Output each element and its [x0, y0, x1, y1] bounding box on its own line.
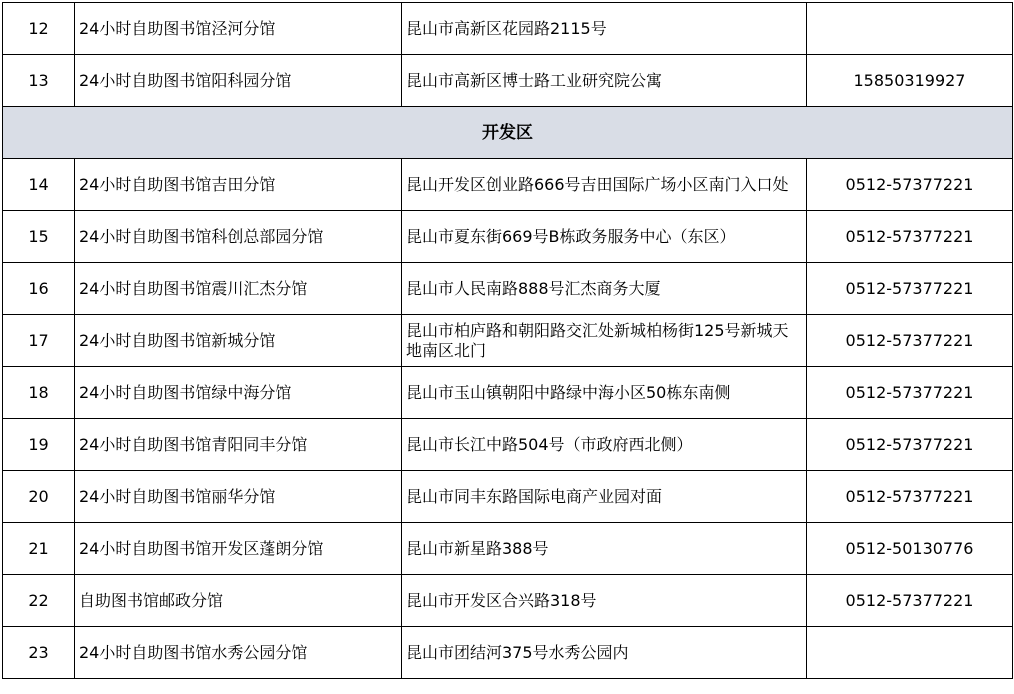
branch-name: 24小时自助图书馆泾河分馆: [75, 3, 402, 55]
table-row: [3, 471, 1013, 523]
branch-address: 昆山市夏东街669号B栋政务服务中心（东区）: [402, 211, 807, 263]
library-branch-table: [2, 2, 1013, 679]
branch-phone: [807, 627, 1013, 679]
branch-address: 昆山开发区创业路666号吉田国际广场小区南门入口处: [402, 159, 807, 211]
section-header-row: [3, 107, 1013, 159]
branch-address: 昆山市柏庐路和朝阳路交汇处新城柏杨街125号新城天地南区北门: [402, 315, 807, 367]
branch-address: 昆山市高新区博士路工业研究院公寓: [402, 55, 807, 107]
row-number: 16: [3, 263, 75, 315]
table-row: [3, 367, 1013, 419]
section-title: 开发区: [3, 107, 1013, 159]
branch-phone: 0512-50130776: [807, 523, 1013, 575]
row-number: 17: [3, 315, 75, 367]
branch-name: 24小时自助图书馆震川汇杰分馆: [75, 263, 402, 315]
branch-name: 24小时自助图书馆新城分馆: [75, 315, 402, 367]
table-body: [3, 3, 1013, 679]
row-number: 12: [3, 3, 75, 55]
branch-name: 24小时自助图书馆吉田分馆: [75, 159, 402, 211]
branch-phone: [807, 3, 1013, 55]
row-number: 20: [3, 471, 75, 523]
row-number: 15: [3, 211, 75, 263]
branch-name: 24小时自助图书馆科创总部园分馆: [75, 211, 402, 263]
row-number: 19: [3, 419, 75, 471]
branch-phone: 0512-57377221: [807, 315, 1013, 367]
row-number: 18: [3, 367, 75, 419]
row-number: 23: [3, 627, 75, 679]
branch-phone: 0512-57377221: [807, 419, 1013, 471]
branch-address: 昆山市同丰东路国际电商产业园对面: [402, 471, 807, 523]
branch-phone: 0512-57377221: [807, 159, 1013, 211]
table-row: [3, 315, 1013, 367]
branch-phone: 0512-57377221: [807, 367, 1013, 419]
row-number: 13: [3, 55, 75, 107]
branch-name: 24小时自助图书馆绿中海分馆: [75, 367, 402, 419]
branch-address: 昆山市玉山镇朝阳中路绿中海小区50栋东南侧: [402, 367, 807, 419]
table-row: [3, 263, 1013, 315]
branch-name: 24小时自助图书馆青阳同丰分馆: [75, 419, 402, 471]
table-row: [3, 523, 1013, 575]
branch-address: 昆山市人民南路888号汇杰商务大厦: [402, 263, 807, 315]
table-row: [3, 55, 1013, 107]
branch-name: 24小时自助图书馆丽华分馆: [75, 471, 402, 523]
row-number: 21: [3, 523, 75, 575]
table-row: [3, 419, 1013, 471]
branch-phone: 15850319927: [807, 55, 1013, 107]
table-row: [3, 211, 1013, 263]
branch-address: 昆山市高新区花园路2115号: [402, 3, 807, 55]
table-row: [3, 575, 1013, 627]
branch-phone: 0512-57377221: [807, 263, 1013, 315]
row-number: 22: [3, 575, 75, 627]
table-row: [3, 627, 1013, 679]
branch-address: 昆山市开发区合兴路318号: [402, 575, 807, 627]
branch-address: 昆山市新星路388号: [402, 523, 807, 575]
branch-name: 24小时自助图书馆水秀公园分馆: [75, 627, 402, 679]
branch-phone: 0512-57377221: [807, 471, 1013, 523]
branch-phone: 0512-57377221: [807, 211, 1013, 263]
branch-address: 昆山市团结河375号水秀公园内: [402, 627, 807, 679]
branch-name: 自助图书馆邮政分馆: [75, 575, 402, 627]
branch-address: 昆山市长江中路504号（市政府西北侧）: [402, 419, 807, 471]
table-row: [3, 3, 1013, 55]
row-number: 14: [3, 159, 75, 211]
branch-name: 24小时自助图书馆阳科园分馆: [75, 55, 402, 107]
table-row: [3, 159, 1013, 211]
branch-phone: 0512-57377221: [807, 575, 1013, 627]
branch-name: 24小时自助图书馆开发区蓬朗分馆: [75, 523, 402, 575]
